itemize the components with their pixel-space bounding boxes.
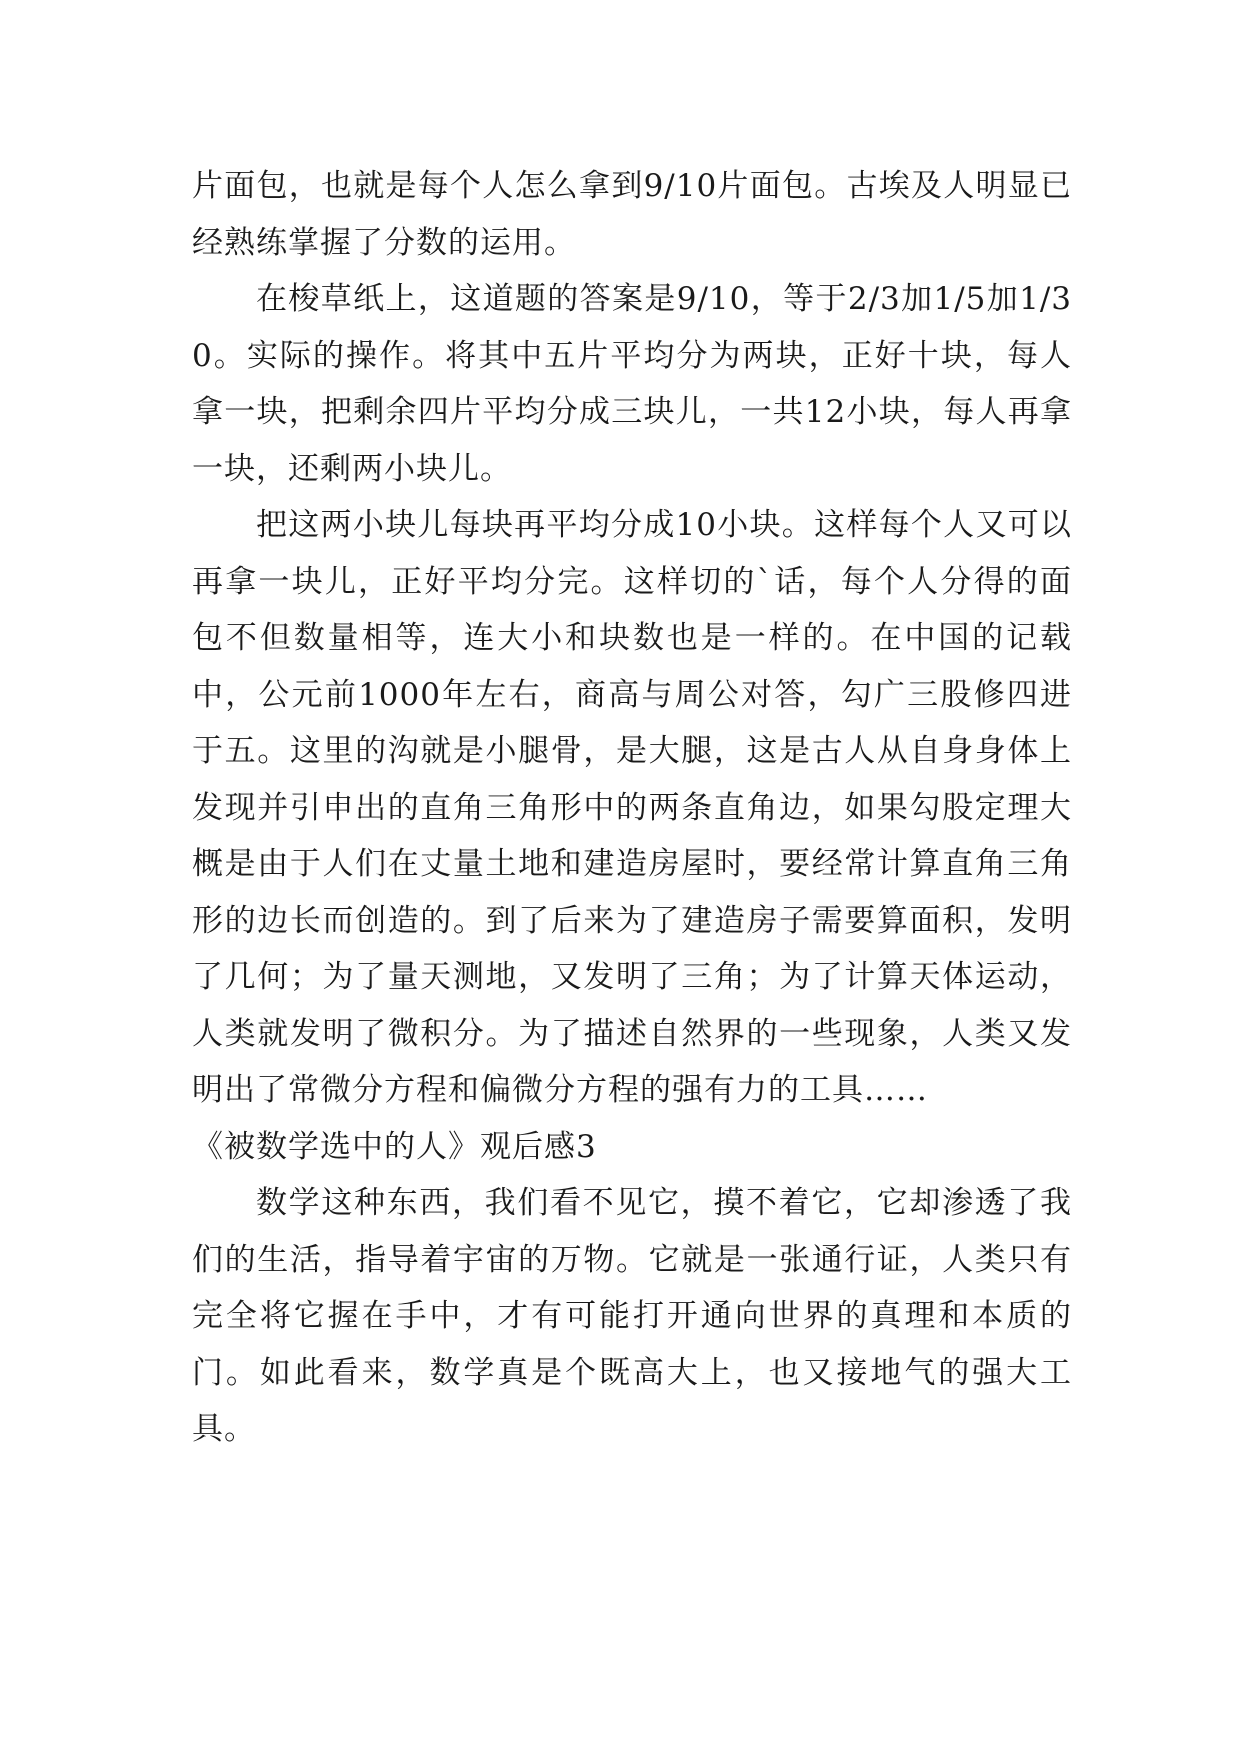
paragraph-4: 数学这种东西，我们看不见它，摸不着它，它却渗透了我们的生活，指导着宇宙的万物。它就是一张通行证，人类只有完全将它握在手中，才有可能打开通向世界的真理和本质的门。如此看来，数学真是个既高大上，也又接地气的强大工具。 bbox=[192, 1185, 1072, 1447]
paragraph-3: 把这两小块儿每块再平均分成10小块。这样每个人又可以再拿一块儿，正好平均分完。这样切的`话，每个人分得的面包不但数量相等，连大小和块数也是一样的。在中国的记载中，公元前1000年左右，商高与周公对答，勾广三股修四进于五。这里的沟就是小腿骨，是大腿，这是古人从自身身体上发现并引申出的直角三角形中的两条直角边，如果勾股定理大概是由于人们在丈量土地和建造房屋时，要经常计算直角三角形的边长而创造的。到了后来为了建造房子需要算面积，发明了几何；为了量天测地，又发明了三角；为了计算天体运动，人类就发明了微积分。为了描述自然界的一些现象，人类又发明出了常微分方程和偏微分方程的强有力的工具…… bbox=[192, 507, 1072, 1108]
paragraph-1: 片面包，也就是每个人怎么拿到9/10片面包。古埃及人明显已经熟练掌握了分数的运用。 bbox=[192, 168, 1072, 261]
document-body bbox=[192, 158, 1072, 1458]
paragraph-2: 在梭草纸上，这道题的答案是9/10，等于2/3加1/5加1/30。实际的操作。将其中五片平均分为两块，正好十块，每人拿一块，把剩余四片平均分成三块儿，一共12小块，每人再拿一块，还剩两小块儿。 bbox=[192, 281, 1072, 487]
section-heading: 《被数学选中的人》观后感3 bbox=[192, 1128, 597, 1165]
